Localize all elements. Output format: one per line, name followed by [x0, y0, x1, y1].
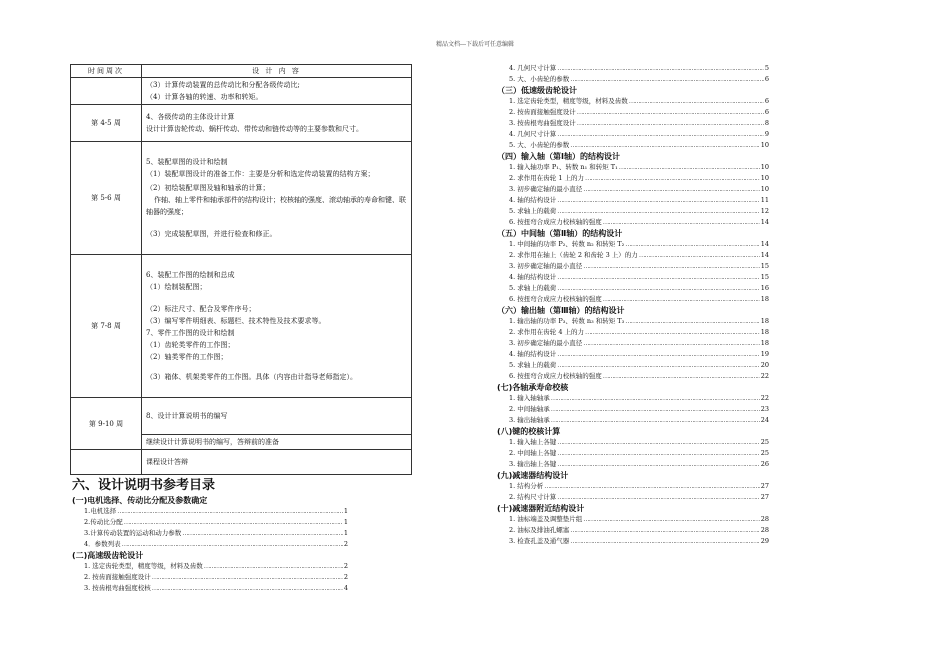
toc-entry — [497, 316, 769, 327]
toc-page-number: 16 — [760, 284, 769, 292]
toc-leader-dots — [551, 404, 760, 415]
toc-page-number: 18 — [760, 317, 769, 325]
table-row — [71, 255, 412, 398]
toc-leader-dots — [557, 437, 759, 448]
toc-entry-label: 3. 输出轴轴承 — [509, 416, 550, 424]
toc-leader-dots — [557, 448, 759, 459]
toc-page-number: 15 — [760, 273, 769, 281]
toc-page-number: 10 — [760, 174, 769, 182]
toc-leader-dots — [583, 261, 759, 272]
toc-entry — [497, 404, 769, 415]
toc-page-number: 4 — [343, 584, 348, 592]
content-line: 5、装配草图的设计和绘制 — [146, 158, 228, 166]
toc-entry — [72, 561, 348, 572]
toc-entry — [497, 184, 769, 195]
toc-page-number: 27 — [760, 493, 769, 501]
toc-entry — [497, 349, 769, 360]
toc-page-number: 27 — [760, 482, 769, 490]
content-line: （3）完成装配草图，并进行检查和修正。 — [146, 230, 277, 238]
toc-leader-dots — [551, 415, 760, 426]
toc-page-number: 18 — [760, 295, 769, 303]
toc-entry-label: 1. 输入轴轴承 — [509, 394, 550, 402]
toc-leader-dots — [557, 459, 759, 470]
content-line: 设计计算齿轮传动、蜗杆传动、带传动和链传动等的主要参数和尺寸。 — [146, 125, 363, 133]
toc-page-number: 2 — [343, 540, 348, 548]
toc-entry — [497, 250, 769, 261]
week-cell — [71, 78, 142, 105]
toc-leader-dots — [570, 140, 759, 151]
toc-entry — [497, 239, 769, 250]
content-cell — [142, 398, 412, 435]
toc-leader-dots — [583, 184, 759, 195]
toc-entry — [497, 327, 769, 338]
toc-heading: (二)高速级齿轮设计 — [72, 551, 144, 560]
toc-entry-label: 3. 初步确定轴的最小直径 — [509, 339, 583, 347]
content-cell — [142, 450, 412, 475]
toc-page-number: 26 — [760, 460, 769, 468]
toc-page-number: 6 — [764, 97, 769, 105]
toc-leader-dots — [585, 327, 760, 338]
toc-leader-dots — [551, 393, 760, 404]
toc-entry-label: 1.电机选择 — [84, 507, 117, 515]
toc-page-number: 2 — [343, 573, 348, 581]
toc-page-number: 29 — [760, 537, 769, 545]
toc-entry-label: 1. 输出轴的功率 P₃、转数 n₃ 和转矩 T₃ — [509, 317, 625, 325]
content-line: 继续设计计算说明书的编写，答辩前的准备 — [146, 438, 279, 446]
week-cell: 第 4-5 周 — [71, 105, 142, 142]
toc-leader-dots — [557, 63, 764, 74]
toc-page-number: 15 — [760, 262, 769, 270]
toc-page-number: 8 — [764, 119, 769, 127]
toc-entry-label: 3. 检查孔盖及通气器 — [509, 537, 570, 545]
toc-entry-label: 6. 按扭弯合成应力校核轴的强度 — [509, 218, 602, 226]
content-line: 6、装配工作图的绘制和总成 — [146, 271, 235, 279]
toc-leader-dots — [557, 129, 764, 140]
toc-entry — [497, 140, 769, 151]
toc-leader-dots — [603, 371, 760, 382]
toc-entry-label: 3. 按齿根弯曲强度设计 — [509, 119, 576, 127]
toc-leader-dots — [570, 74, 764, 85]
toc-entry — [497, 195, 769, 206]
toc-entry — [497, 74, 769, 85]
week-cell: 第 9-10 周 — [71, 398, 142, 450]
toc-heading: (八)键的校核计算 — [497, 427, 561, 436]
toc-entry — [497, 448, 769, 459]
toc-entry — [72, 506, 348, 517]
toc-entry — [497, 371, 769, 382]
toc-entry — [497, 492, 769, 503]
toc-page-number: 22 — [760, 372, 769, 380]
toc-page-number: 25 — [760, 449, 769, 457]
toc-leader-dots — [557, 272, 759, 283]
toc-leader-dots — [625, 316, 759, 327]
toc-entry-label: 3.计算传动装置的运动和动力参数 — [84, 529, 182, 537]
toc-leader-dots — [152, 572, 343, 583]
content-line: （3）编写零件明细表、标题栏、技术特性及技术要求等。 — [146, 317, 326, 325]
toc-page-number: 18 — [760, 339, 769, 347]
toc-heading: （三）低速级齿轮设计 — [497, 86, 577, 95]
toc-entry-label: 3. 输出轴上各键 — [509, 460, 557, 468]
content-line: 8、设计计算说明书的编写 — [146, 412, 228, 420]
toc-heading: （六）输出轴（第Ⅲ轴）的结构设计 — [497, 306, 625, 315]
content-cell — [142, 435, 412, 450]
toc-entry-label: 2. 按齿面接触强度设计 — [509, 108, 576, 116]
toc-entry-label: 5. 大、小齿轮的参数 — [509, 75, 570, 83]
toc-entry-label: 4. 几何尺寸计算 — [509, 64, 557, 72]
toc-entry-label: 3. 初步确定轴的最小直径 — [509, 185, 583, 193]
week-cell: 第 7-8 周 — [71, 255, 142, 398]
page-header: 精品文档---下载后可任意编辑 — [435, 41, 515, 48]
toc-entry-label: 5. 大、小齿轮的参数 — [509, 141, 570, 149]
toc-entry-label: 1. 输入轴功率 P₁、转数 n₁ 和转矩 T₁ — [509, 163, 618, 171]
toc-entry-label: 2.传动比分配 — [84, 518, 123, 526]
toc-leader-dots — [625, 239, 759, 250]
toc-entry — [497, 294, 769, 305]
toc-entry-label: 1. 选定齿轮类型，精度等级，材料及齿数 — [509, 97, 628, 105]
toc-entry — [497, 173, 769, 184]
content-cell — [142, 105, 412, 142]
toc-entry-label: 1. 中间轴的功率 P₂、转数 n₂ 和转矩 T₂ — [509, 240, 625, 248]
toc-entry — [497, 481, 769, 492]
toc-heading: (九)减速器结构设计 — [497, 471, 569, 480]
toc-entry — [497, 525, 769, 536]
toc-leader-dots — [557, 206, 759, 217]
toc-entry-label: 6. 按扭弯合成应力校核轴的强度 — [509, 295, 602, 303]
toc-leader-dots — [583, 338, 759, 349]
toc-entry-label: 4. 轴的结构设计 — [509, 350, 557, 358]
toc-entry-label: 2. 中间轴上各键 — [509, 449, 557, 457]
toc-entry-label: 5. 求轴上的载荷 — [509, 361, 557, 369]
toc-leader-dots — [570, 525, 759, 536]
toc-entry-label: 6. 按扭弯合成应力校核轴的强度 — [509, 372, 602, 380]
toc-entry-label: 4. 几何尺寸计算 — [509, 130, 557, 138]
toc-page-number: 10 — [760, 185, 769, 193]
toc-entry-label: 4．参数列表 — [84, 540, 121, 548]
toc-leader-dots — [204, 561, 343, 572]
toc-entry-label: 5. 求轴上的载荷 — [509, 207, 557, 215]
table-row — [71, 398, 412, 435]
toc-leader-dots — [124, 517, 343, 528]
toc-entry — [497, 283, 769, 294]
toc-entry — [497, 459, 769, 470]
toc-entry-label: 1. 结构分析 — [509, 482, 544, 490]
toc-entry — [72, 583, 348, 594]
toc-entry — [72, 539, 348, 550]
toc-page-number: 1 — [343, 507, 348, 515]
toc-entry-label: 3. 按齿根弯曲强度校核 — [84, 584, 151, 592]
toc-heading: (一)电机选择、传动比分配及参数确定 — [72, 496, 208, 505]
toc-leader-dots — [557, 492, 759, 503]
toc-heading: （四）输入轴（第Ⅰ轴）的结构设计 — [497, 152, 620, 161]
toc-leader-dots — [557, 360, 759, 371]
column-header-content: 设 计 内 容 — [142, 65, 412, 78]
toc-entry — [497, 96, 769, 107]
toc-entry-label: 1. 油标端盖及调整垫片组 — [509, 515, 583, 523]
toc-leader-dots — [603, 217, 760, 228]
toc-leader-dots — [557, 283, 759, 294]
toc-page-number: 9 — [764, 130, 769, 138]
content-line: 课程设计答辩 — [146, 458, 188, 466]
toc-leader-dots — [557, 195, 759, 206]
toc-entry — [497, 360, 769, 371]
toc-page-number: 12 — [760, 207, 769, 215]
table-row — [71, 142, 412, 255]
toc-leader-dots — [122, 539, 343, 550]
table-row — [71, 105, 412, 142]
toc-entry — [497, 129, 769, 140]
toc-leader-dots — [577, 107, 764, 118]
toc-entry — [497, 217, 769, 228]
toc-entry — [497, 338, 769, 349]
toc-leader-dots — [570, 536, 759, 547]
toc-page-number: 28 — [760, 515, 769, 523]
toc-page-number: 25 — [760, 438, 769, 446]
toc-page-number: 18 — [760, 328, 769, 336]
content-line: 作轴、轴上零件和轴承部件的结构设计；校核轴的强度、滚动轴承的寿命和键、联轴器的强度； — [146, 196, 406, 216]
content-line: 7、零件工作图的设计和绘制 — [146, 329, 235, 337]
toc-entry — [497, 272, 769, 283]
week-cell — [71, 450, 142, 475]
toc-leader-dots — [619, 162, 760, 173]
toc-page-number: 11 — [760, 196, 769, 204]
toc-entry — [497, 536, 769, 547]
toc-page-number: 14 — [760, 240, 769, 248]
toc-leader-dots — [577, 118, 764, 129]
toc-entry — [497, 393, 769, 404]
toc-entry-label: 4. 轴的结构设计 — [509, 196, 557, 204]
toc-entry-label: 5. 求轴上的载荷 — [509, 284, 557, 292]
toc-entry-label: 4. 轴的结构设计 — [509, 273, 557, 281]
table-header-row — [71, 65, 412, 78]
toc-page-number: 6 — [764, 108, 769, 116]
content-line: （3）计算传动装置的总传动比和分配各级传动比; — [146, 81, 300, 89]
toc-leader-dots — [557, 349, 759, 360]
toc-leader-dots — [639, 250, 760, 261]
toc-entry-label: 1. 输入轴上各键 — [509, 438, 557, 446]
toc-entry-label: 2. 中间轴轴承 — [509, 405, 550, 413]
toc-right-column — [497, 63, 769, 547]
content-cell — [142, 142, 412, 255]
toc-leader-dots — [585, 173, 760, 184]
toc-leader-dots — [544, 481, 759, 492]
toc-page-number: 1 — [343, 518, 348, 526]
toc-page-number: 24 — [760, 416, 769, 424]
toc-page-number: 23 — [760, 405, 769, 413]
content-line: （4）计算各轴的转速、功率和转矩。 — [146, 93, 263, 101]
toc-leader-dots — [152, 583, 343, 594]
toc-leader-dots — [603, 294, 760, 305]
toc-page-number: 14 — [760, 251, 769, 259]
section-title: 六、设计说明书参考目录 — [72, 478, 216, 493]
toc-entry — [497, 514, 769, 525]
content-line: （1）齿轮类零件的工作图； — [146, 341, 235, 349]
toc-page-number: 5 — [764, 64, 769, 72]
toc-leader-dots — [117, 506, 343, 517]
toc-entry — [497, 206, 769, 217]
toc-entry-label: 2. 油标及排油孔螺塞 — [509, 526, 570, 534]
toc-entry-label: 3. 初步确定轴的最小直径 — [509, 262, 583, 270]
toc-page-number: 20 — [760, 361, 769, 369]
toc-heading: (十)减速器附近结构设计 — [497, 504, 585, 513]
toc-entry-label: 2. 求作用在齿轮 4 上的力 — [509, 328, 585, 336]
toc-entry — [497, 162, 769, 173]
toc-leader-dots — [583, 514, 759, 525]
table-row — [71, 78, 412, 105]
content-line: （1）装配草图设计的准备工作：主要是分析和选定传动装置的结构方案； — [146, 170, 375, 178]
column-header-week: 时间周次 — [71, 65, 142, 78]
toc-entry-label: 1. 选定齿轮类型，精度等级，材料及齿数 — [84, 562, 203, 570]
content-cell — [142, 78, 412, 105]
toc-entry — [497, 107, 769, 118]
content-line: （1）绘制装配图； — [146, 283, 207, 291]
content-line: （2）初绘装配草图及轴和轴承的计算； — [146, 184, 270, 192]
toc-page-number: 10 — [760, 163, 769, 171]
toc-entry — [497, 63, 769, 74]
toc-entry — [497, 261, 769, 272]
content-line: （2）标注尺寸、配合及零件序号； — [146, 305, 256, 313]
toc-leader-dots — [629, 96, 764, 107]
toc-page-number: 19 — [760, 350, 769, 358]
toc-leader-dots — [182, 528, 343, 539]
toc-page-number: 1 — [343, 529, 348, 537]
toc-entry-label: 2. 求作用在轴上（齿轮 2 和齿轮 3 上）的力 — [509, 251, 638, 259]
toc-entry — [497, 437, 769, 448]
toc-page-number: 10 — [760, 141, 769, 149]
toc-page-number: 2 — [343, 562, 348, 570]
content-line: （2）轴类零件的工作图； — [146, 353, 228, 361]
toc-entry — [72, 517, 348, 528]
toc-heading: （五）中间轴（第Ⅱ轴）的结构设计 — [497, 229, 623, 238]
toc-page-number: 6 — [764, 75, 769, 83]
toc-entry-label: 2. 按齿面接触强度设计 — [84, 573, 151, 581]
toc-entry — [72, 528, 348, 539]
content-cell — [142, 255, 412, 398]
table-row — [71, 450, 412, 475]
toc-page-number: 22 — [760, 394, 769, 402]
toc-entry-label: 2. 结构尺寸计算 — [509, 493, 557, 501]
toc-page-number: 14 — [760, 218, 769, 226]
toc-left-column — [72, 495, 348, 594]
week-cell: 第 5-6 周 — [71, 142, 142, 255]
schedule-table — [70, 64, 412, 475]
content-line: 4、各级传动的主体设计计算 — [146, 113, 235, 121]
toc-entry — [72, 572, 348, 583]
toc-entry — [497, 415, 769, 426]
content-line: （3）箱体、机架类零件的工作图。具体（内容由计指导老师指定）。 — [146, 373, 357, 381]
toc-entry — [497, 118, 769, 129]
toc-entry-label: 2. 求作用在齿轮 1 上的力 — [509, 174, 585, 182]
toc-heading: (七)各轴承寿命校核 — [497, 383, 569, 392]
toc-page-number: 28 — [760, 526, 769, 534]
